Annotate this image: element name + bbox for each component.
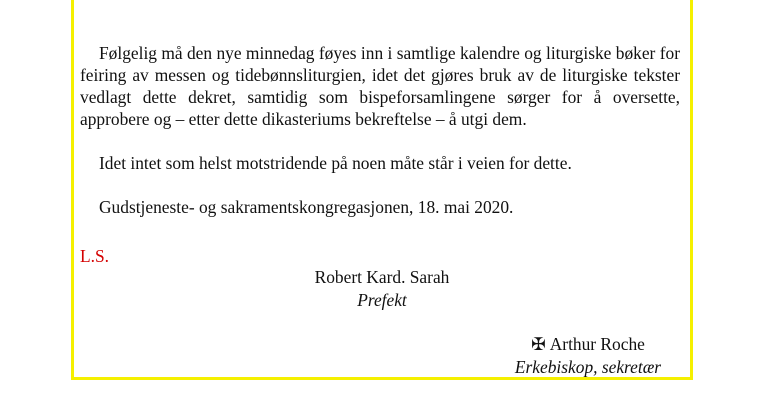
secretary-name-line [498,333,678,356]
prefect-title: Prefekt [357,290,407,310]
paragraph-date: Gudstjeneste- og sakramentskongregasjonen, 18. mai 2020. [99,197,514,217]
locus-sigilli-mark: L.S. [80,246,109,266]
prefect-name: Robert Kard. Sarah [314,267,450,287]
secretary-name: Arthur Roche [549,334,645,354]
secretary-signature-block [498,333,678,379]
secretary-title: Erkebiskop, sekretær [514,357,662,377]
cross-icon: ✠ [531,334,546,354]
paragraph-calendars: Følgelig må den nye minnedag føyes inn i samtlige kalendre og liturgiske bøker for feiring av messen og tidebønnsliturgien, idet det gjøres bruk av de liturgiske tekster vedlagt dette dekret, samtidig som bispeforsamlingene sørger for å oversette, approbere og – etter dette dikasteriums bekreftelse – å utgi dem. [80,43,680,129]
prefect-signature-block [282,266,482,312]
paragraph-no-obstacle: Idet intet som helst motstridende på noen måte står i veien for dette. [99,153,572,173]
decree-body [80,42,680,218]
